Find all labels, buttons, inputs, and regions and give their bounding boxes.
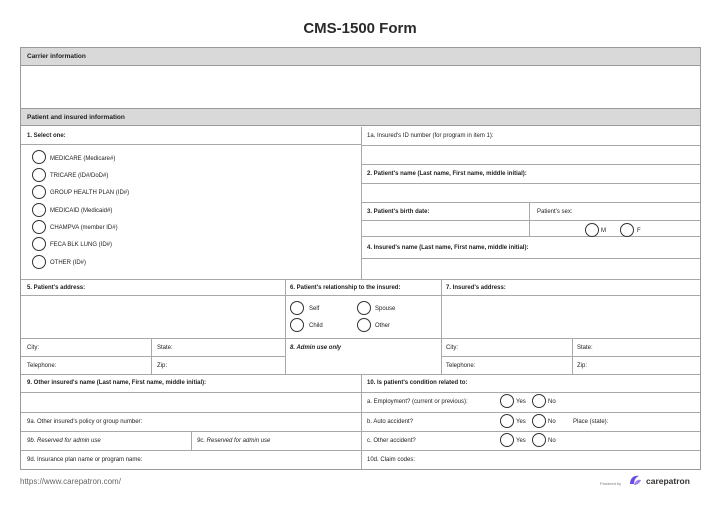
brand-name: carepatron — [646, 476, 690, 486]
state-label: State: — [157, 345, 173, 351]
program-label: MEDICAID (Medicaid#) — [50, 208, 113, 214]
radio-sex-m[interactable] — [585, 223, 599, 237]
radio-medicaid[interactable] — [32, 203, 46, 217]
powered-by-label: Powered by — [600, 481, 622, 486]
radio-rel-other[interactable] — [357, 318, 371, 332]
program-label: GROUP HEALTH PLAN (ID#) — [50, 190, 130, 196]
page-title: CMS-1500 Form — [303, 20, 417, 37]
patient-address-input[interactable] — [22, 296, 284, 337]
radio-rel-self[interactable] — [290, 301, 304, 315]
program-label: FECA BLK LUNG (ID#) — [50, 242, 113, 248]
radio-rel-child[interactable] — [290, 318, 304, 332]
zip-label: Zip: — [577, 363, 588, 369]
relationship-label: 6. Patient's relationship to the insured: — [290, 285, 401, 291]
insured-name-input[interactable] — [362, 259, 700, 278]
rel-self-label: Self — [309, 306, 320, 312]
carepatron-logo-icon — [628, 474, 642, 487]
other-insured-name-label: 9. Other insured's name (Last name, First name, middle initial): — [27, 380, 207, 386]
radio-other-accident-no[interactable] — [532, 433, 546, 447]
radio-feca-blk-lung[interactable] — [32, 237, 46, 251]
no-label: No — [548, 438, 556, 444]
carrier-info-field[interactable] — [21, 66, 700, 108]
auto-accident-label: b. Auto accident? — [367, 419, 414, 425]
other-policy-label: 9a. Other insured's policy or group number: — [27, 419, 143, 425]
patient-section-header: Patient and insured information — [21, 108, 700, 126]
radio-medicare[interactable] — [32, 150, 46, 164]
telephone-label: Telephone: — [446, 363, 476, 369]
admin-use-label: 8. Admin use only — [290, 345, 342, 351]
program-label: CHAMPVA (member ID#) — [50, 225, 118, 231]
radio-auto-yes[interactable] — [500, 414, 514, 428]
rel-child-label: Child — [309, 323, 323, 329]
reserved-9b-label: 9b. Reserved for admin use — [27, 438, 101, 444]
rel-spouse-label: Spouse — [375, 306, 396, 312]
telephone-label: Telephone: — [27, 363, 57, 369]
patient-sex-label: Patient's sex: — [537, 209, 573, 215]
no-label: No — [548, 419, 556, 425]
city-label: City: — [446, 345, 458, 351]
yes-label: Yes — [516, 438, 526, 444]
other-insured-name-input[interactable] — [22, 393, 360, 411]
patient-name-label: 2. Patient's name (Last name, First name, middle initial): — [367, 171, 527, 177]
select-one-label: 1. Select one: — [27, 133, 66, 139]
sex-f-label: F — [637, 228, 641, 234]
place-state-label: Place (state): — [573, 419, 609, 425]
radio-other[interactable] — [32, 255, 46, 269]
sex-m-label: M — [601, 228, 606, 234]
cms-1500-form — [20, 47, 701, 470]
radio-auto-no[interactable] — [532, 414, 546, 428]
insured-address-label: 7. Insured's address: — [446, 285, 506, 291]
reserved-9c-label: 9c. Reserved for admin use — [197, 438, 271, 444]
rel-other-label: Other — [375, 323, 391, 329]
insured-address-input[interactable] — [442, 296, 699, 337]
city-label: City: — [27, 345, 39, 351]
program-label: TRICARE (ID#/DoD#) — [50, 173, 109, 179]
carrier-section-header: Carrier information — [21, 48, 700, 66]
zip-label: Zip: — [157, 363, 168, 369]
patient-address-label: 5. Patient's address: — [27, 285, 86, 291]
plan-name-label: 9d. Insurance plan name or program name: — [27, 457, 143, 463]
radio-rel-spouse[interactable] — [357, 301, 371, 315]
condition-related-label: 10. Is patient's condition related to: — [367, 380, 468, 386]
yes-label: Yes — [516, 419, 526, 425]
state-label: State: — [577, 345, 593, 351]
birth-date-label: 3. Patient's birth date: — [367, 209, 430, 215]
program-label: OTHER (ID#) — [50, 260, 86, 266]
insured-id-input[interactable] — [362, 146, 700, 163]
no-label: No — [548, 399, 556, 405]
radio-tricare[interactable] — [32, 168, 46, 182]
radio-champva[interactable] — [32, 220, 46, 234]
radio-employment-yes[interactable] — [500, 394, 514, 408]
insured-name-label: 4. Insured's name (Last name, First name, middle initial): — [367, 245, 529, 251]
insured-id-label: 1a. Insured's ID number (for program in item 1): — [367, 133, 494, 139]
other-accident-label: c. Other accident? — [367, 438, 416, 444]
claim-codes-label: 10d. Claim codes: — [367, 457, 416, 463]
radio-employment-no[interactable] — [532, 394, 546, 408]
yes-label: Yes — [516, 399, 526, 405]
patient-name-input[interactable] — [362, 184, 700, 201]
radio-other-accident-yes[interactable] — [500, 433, 514, 447]
radio-sex-f[interactable] — [620, 223, 634, 237]
radio-group-health-plan[interactable] — [32, 185, 46, 199]
carepatron-link[interactable]: https://www.carepatron.com/ — [20, 477, 121, 486]
employment-label: a. Employment? (current or previous): — [367, 399, 468, 405]
program-label: MEDICARE (Medicare#) — [50, 156, 116, 162]
